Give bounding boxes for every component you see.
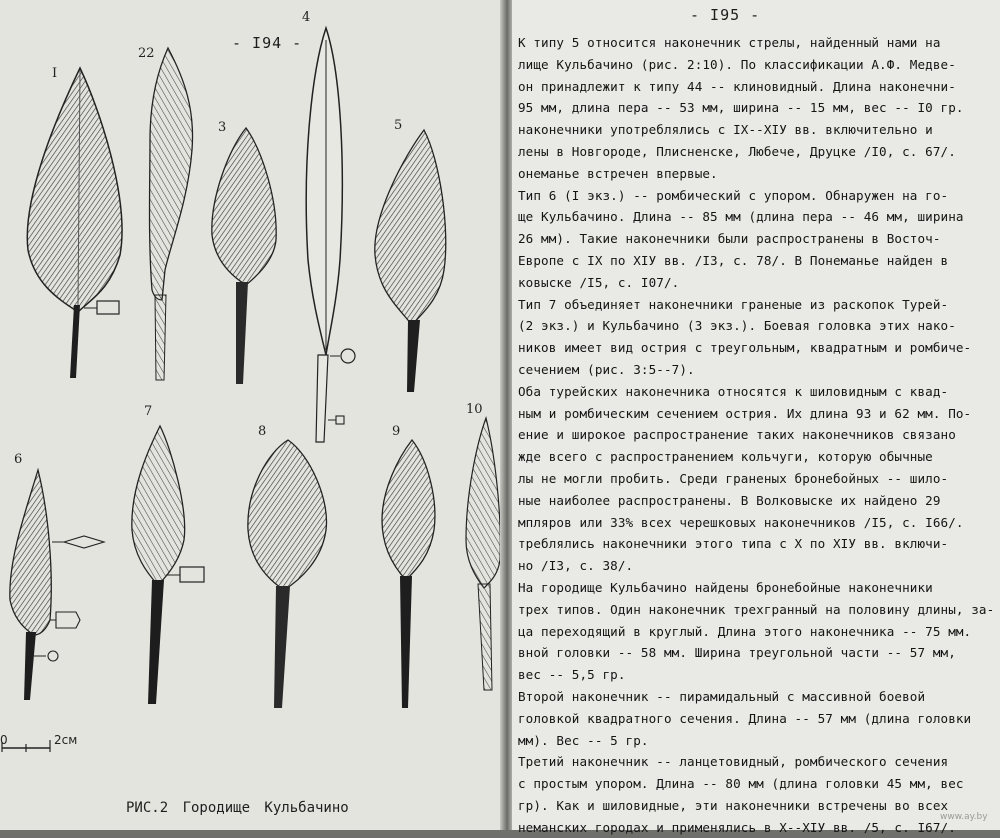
text-line: лы не могли пробить. Среди граненых бронебойных -- шило-: [518, 470, 949, 486]
text-line: но /I3, с. 38/.: [518, 558, 634, 574]
arrowhead-9-icon: [382, 440, 435, 708]
figure-number-3: 3: [218, 120, 227, 135]
text-line: Второй наконечник -- пирамидальный с массивной боевой: [518, 688, 926, 704]
arrowhead-7-icon: [132, 426, 204, 704]
text-line: лены в Новгороде, Плисненске, Любече, Друцке /I0, с. 67/.: [518, 143, 956, 159]
text-line: наконечники употреблялись с IX--XIУ вв. включительно и: [518, 122, 933, 138]
text-line: с простым упором. Длина -- 80 мм (длина головки 45 мм, вес: [518, 776, 964, 792]
text-line: вной головки -- 58 мм. Ширина треугольной части -- 57 мм,: [518, 645, 956, 661]
arrowhead-22-icon: [150, 48, 193, 380]
figure-number-8: 8: [258, 424, 267, 439]
figure-number-9: 9: [392, 424, 401, 439]
text-line: К типу 5 относится наконечник стрелы, найденный нами на: [518, 35, 941, 50]
scale-label: 2см: [54, 733, 78, 747]
scale-bar: [2, 740, 50, 752]
figure-number-22: 22: [138, 46, 155, 61]
text-line: сечением (рис. 3:5--7).: [518, 361, 695, 377]
arrowhead-6-icon: [10, 470, 104, 700]
left-page-number: - I94 -: [232, 34, 303, 52]
text-line: Оба турейских наконечника относятся к шиловидным с квад-: [518, 383, 949, 399]
text-line: Третий наконечник -- ланцетовидный, ромбического сечения: [518, 754, 949, 770]
text-line: 26 мм). Такие наконечники были распространены в Восточ-: [518, 231, 941, 247]
text-line: головкой квадратного сечения. Длина -- 57 мм (длина головки: [518, 710, 972, 726]
text-line: ца переходящий в круглый. Длина этого наконечника -- 75 мм.: [518, 623, 972, 639]
arrowhead-4-icon: [306, 28, 355, 442]
text-line: 95 мм, длина пера -- 53 мм, ширина -- 15 мм, вес -- I0 гр.: [518, 100, 964, 116]
text-line: ные наиболее распространены. В Волковыске их найдено 29: [518, 492, 941, 508]
figure-number-5: 5: [394, 118, 403, 133]
text-line: трех типов. Один наконечник трехгранный на половину длины, за-: [518, 601, 995, 617]
text-line: мпляров или 33% всех черешковых наконечников /I5, с. I66/.: [518, 514, 964, 530]
text-line: жде всего с распространением кольчуги, которую обычные: [518, 449, 933, 465]
text-line: ще Кульбачино. Длина -- 85 мм (длина пера -- 46 мм, ширина: [518, 209, 964, 225]
text-line: На городище Кульбачино найдены бронебойные наконечники: [518, 579, 933, 595]
text-line: лище Кульбачино (рис. 2:10). По классификации А.Ф. Медве-: [518, 56, 956, 72]
arrowhead-10-icon: [466, 418, 500, 690]
arrowhead-8-icon: [248, 440, 327, 708]
arrowhead-3-icon: [212, 128, 276, 384]
text-line: неманских городах и применялись в X--XIУ вв. /5, с. I67/.: [518, 819, 956, 835]
text-line: ение и широкое распространение таких наконечников связано: [518, 427, 956, 443]
text-line: ников имеет вид острия с треугольным, квадратным и ромбиче-: [518, 340, 972, 356]
watermark: www.ay.by: [940, 812, 988, 822]
figure-number-4: 4: [302, 10, 311, 25]
text-line: ковыске /I5, с. I07/.: [518, 274, 680, 290]
right-page-number: - I95 -: [690, 6, 761, 24]
text-line: ным и ромбическим сечением острия. Их длина 93 и 62 мм. По-: [518, 405, 972, 421]
text-line: онеманье встречен впервые.: [518, 165, 718, 181]
figure-caption: РИС.2 Городище Кульбачино: [126, 800, 349, 816]
figure-number-1: I: [52, 66, 58, 81]
right-page-text: [518, 32, 995, 838]
text-line: он принадлежит к типу 44 -- клиновидный. Длина наконечни-: [518, 78, 956, 94]
text-line: треблялись наконечники этого типа с X по XIУ вв. включи-: [518, 536, 949, 552]
figure-number-6: 6: [14, 452, 23, 467]
text-line: Тип 7 объединяет наконечники граненые из раскопок Турей-: [518, 296, 949, 312]
text-line: гр). Как и шиловидные, эти наконечники встречены во всех: [518, 797, 949, 813]
text-line: (2 экз.) и Кульбачино (3 экз.). Боевая головка этих нако-: [518, 318, 956, 334]
text-line: мм). Вес -- 5 гр.: [518, 732, 649, 748]
figure-number-10: 10: [466, 402, 483, 417]
text-line: Европе с IX по XIУ вв. /I3, с. 78/. В Понеманье найден в: [518, 252, 949, 268]
arrowhead-5-icon: [375, 130, 446, 392]
figure-number-7: 7: [144, 404, 153, 419]
scale-zero-label: 0: [0, 733, 8, 747]
arrowhead-1-icon: [27, 68, 122, 378]
text-line: Тип 6 (I экз.) -- ромбический с упором. Обнаружен на го-: [518, 187, 949, 203]
text-line: вес -- 5,5 гр.: [518, 667, 626, 683]
